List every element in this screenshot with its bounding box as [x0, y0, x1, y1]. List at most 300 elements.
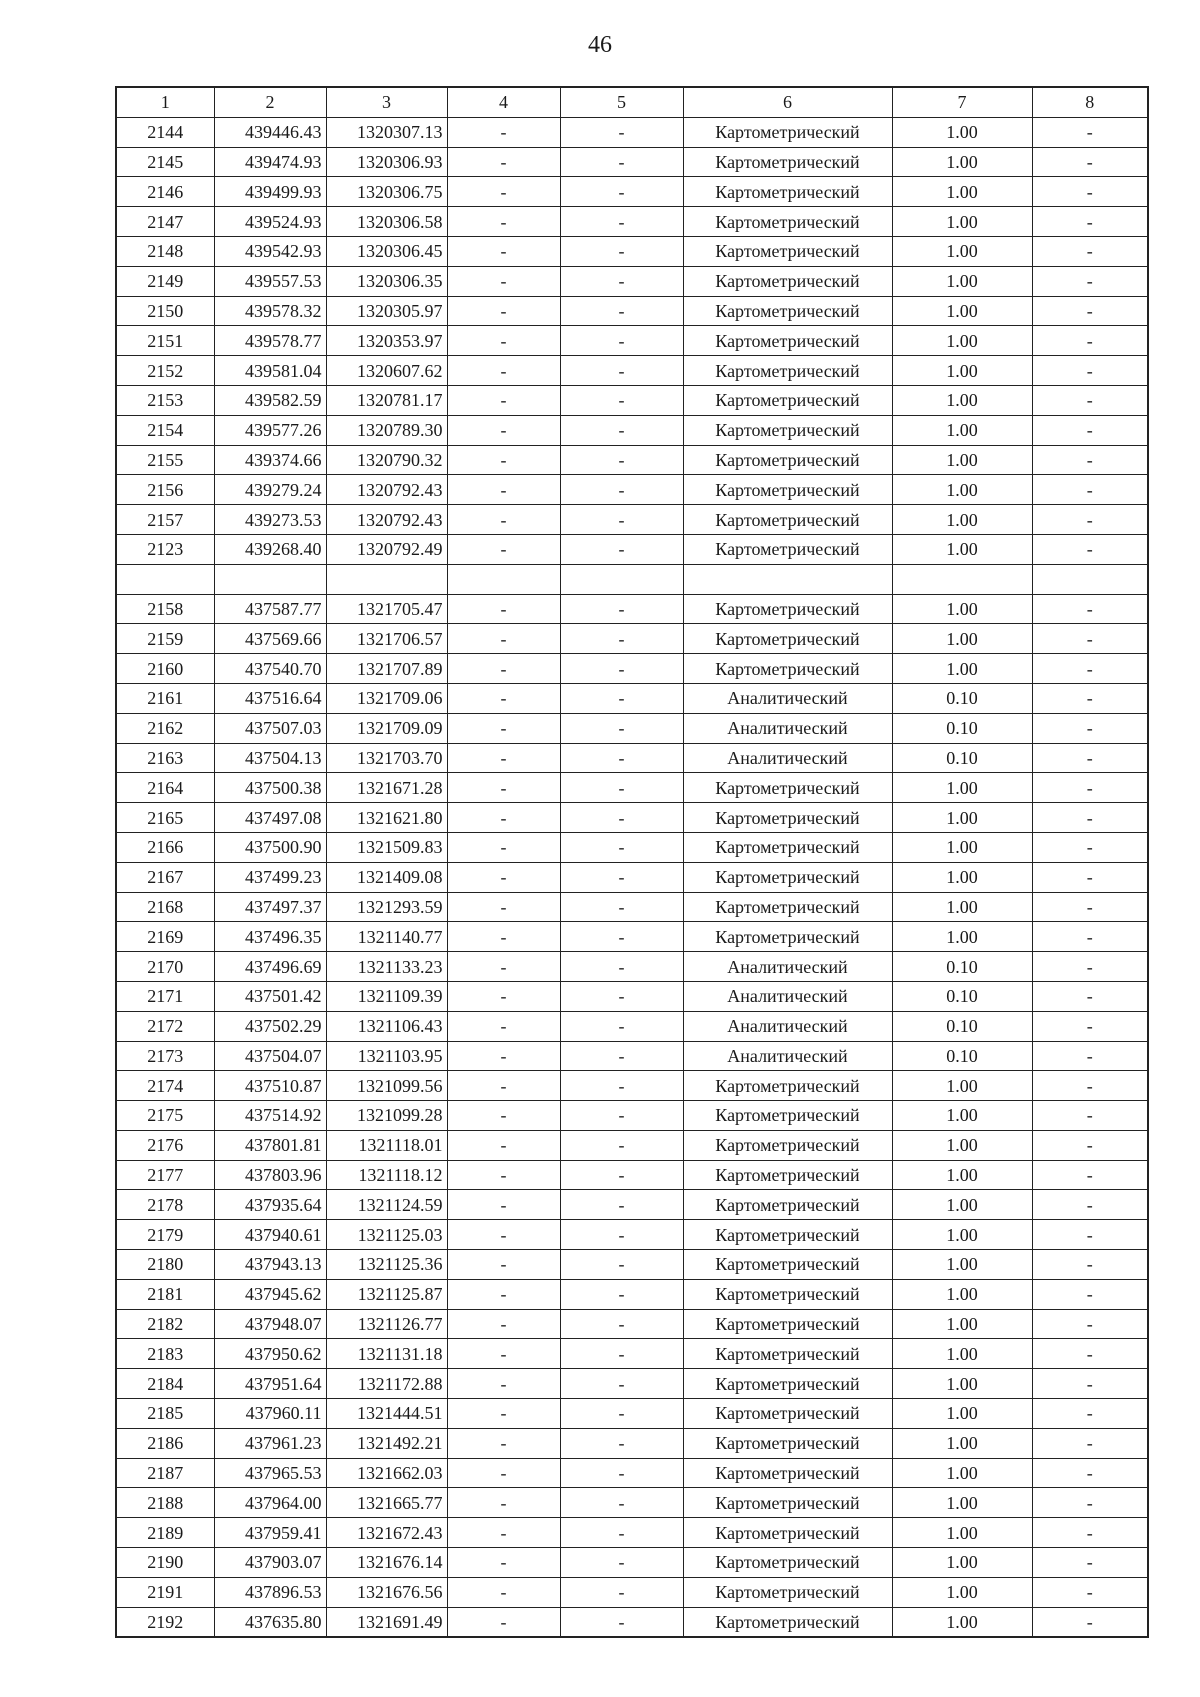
- table-cell-col-7: 1.00: [892, 177, 1032, 207]
- table-cell-col-5: -: [560, 1130, 683, 1160]
- table-cell-col-8: -: [1032, 236, 1148, 266]
- table-cell-col-2: 437504.07: [214, 1041, 326, 1071]
- column-header-7: 7: [892, 87, 1032, 117]
- table-cell-col-5: -: [560, 654, 683, 684]
- table-cell-col-5: -: [560, 415, 683, 445]
- table-row: [116, 1548, 1148, 1578]
- table-cell-col-3: 1321409.08: [326, 862, 447, 892]
- table-cell-col-7: 1.00: [892, 832, 1032, 862]
- table-row: [116, 445, 1148, 475]
- table-cell-col-6: Картометрический: [683, 296, 892, 326]
- table-cell-col-1: 2167: [116, 862, 214, 892]
- table-cell-col-3: 1321705.47: [326, 594, 447, 624]
- table-cell-col-1: 2147: [116, 207, 214, 237]
- table-cell-col-5: -: [560, 1071, 683, 1101]
- table-cell-col-3: 1321665.77: [326, 1488, 447, 1518]
- table-cell-col-2: 437801.81: [214, 1130, 326, 1160]
- table-cell-col-1: 2153: [116, 385, 214, 415]
- table-cell-col-3: 1320792.49: [326, 534, 447, 564]
- table-cell-col-6: Картометрический: [683, 1577, 892, 1607]
- table-cell-col-4: -: [447, 892, 560, 922]
- table-cell-col-1: 2183: [116, 1339, 214, 1369]
- table-cell-col-4: -: [447, 862, 560, 892]
- table-cell-col-2: 437516.64: [214, 683, 326, 713]
- table-cell-col-6: Аналитический: [683, 683, 892, 713]
- table-cell-col-7: [892, 564, 1032, 594]
- table-cell-col-8: [1032, 564, 1148, 594]
- table-row: [116, 743, 1148, 773]
- table-cell-col-6: Картометрический: [683, 415, 892, 445]
- table-cell-col-2: 437903.07: [214, 1548, 326, 1578]
- table-row: [116, 356, 1148, 386]
- table-cell-col-6: Картометрический: [683, 1369, 892, 1399]
- table-cell-col-2: 437497.37: [214, 892, 326, 922]
- table-cell-col-5: -: [560, 1577, 683, 1607]
- table-cell-col-5: -: [560, 832, 683, 862]
- table-cell-col-3: 1320306.93: [326, 147, 447, 177]
- table-cell-col-6: Картометрический: [683, 147, 892, 177]
- table-cell-col-5: -: [560, 683, 683, 713]
- table-cell-col-1: 2149: [116, 266, 214, 296]
- table-cell-col-5: -: [560, 1607, 683, 1637]
- table-cell-col-1: 2159: [116, 624, 214, 654]
- table-cell-col-3: 1321103.95: [326, 1041, 447, 1071]
- table-cell-col-8: -: [1032, 1339, 1148, 1369]
- table-cell-col-2: 437951.64: [214, 1369, 326, 1399]
- table-row: [116, 952, 1148, 982]
- table-cell-col-4: -: [447, 981, 560, 1011]
- table-cell-col-8: -: [1032, 1518, 1148, 1548]
- table-row: [116, 177, 1148, 207]
- table-cell-col-7: 1.00: [892, 803, 1032, 833]
- table-cell-col-5: -: [560, 177, 683, 207]
- table-cell-col-8: -: [1032, 177, 1148, 207]
- table-cell-col-5: -: [560, 1250, 683, 1280]
- table-cell-col-7: 0.10: [892, 981, 1032, 1011]
- table-cell-col-8: -: [1032, 326, 1148, 356]
- table-cell-col-6: Картометрический: [683, 1488, 892, 1518]
- table-cell-col-8: -: [1032, 683, 1148, 713]
- table-cell-col-3: 1321109.39: [326, 981, 447, 1011]
- table-cell-col-3: 1321662.03: [326, 1458, 447, 1488]
- table-cell-col-6: Картометрический: [683, 624, 892, 654]
- table-cell-col-2: 437496.69: [214, 952, 326, 982]
- table-cell-col-2: 437540.70: [214, 654, 326, 684]
- table-cell-col-2: 437940.61: [214, 1220, 326, 1250]
- table-cell-col-3: 1320306.45: [326, 236, 447, 266]
- table-cell-col-7: 1.00: [892, 296, 1032, 326]
- table-row: [116, 892, 1148, 922]
- table-cell-col-8: -: [1032, 385, 1148, 415]
- table-cell-col-7: 1.00: [892, 654, 1032, 684]
- table-cell-col-2: 437635.80: [214, 1607, 326, 1637]
- table-cell-col-2: 437896.53: [214, 1577, 326, 1607]
- table-cell-col-2: 439578.32: [214, 296, 326, 326]
- table-cell-col-4: -: [447, 236, 560, 266]
- table-cell-col-5: -: [560, 1488, 683, 1518]
- table-cell-col-2: 439578.77: [214, 326, 326, 356]
- table-cell-col-5: -: [560, 952, 683, 982]
- table-cell-col-1: 2192: [116, 1607, 214, 1637]
- table-cell-col-1: 2158: [116, 594, 214, 624]
- table-cell-col-1: 2152: [116, 356, 214, 386]
- table-cell-col-4: -: [447, 505, 560, 535]
- table-cell-col-4: -: [447, 1428, 560, 1458]
- table-cell-col-1: 2172: [116, 1011, 214, 1041]
- table-cell-col-7: 1.00: [892, 534, 1032, 564]
- table-cell-col-3: 1320792.43: [326, 475, 447, 505]
- column-header-2: 2: [214, 87, 326, 117]
- table-cell-col-3: 1321671.28: [326, 773, 447, 803]
- table-cell-col-2: 439542.93: [214, 236, 326, 266]
- table-cell-col-7: 1.00: [892, 1458, 1032, 1488]
- table-cell-col-3: 1320781.17: [326, 385, 447, 415]
- table-cell-col-2: 437587.77: [214, 594, 326, 624]
- table-cell-col-6: Картометрический: [683, 1190, 892, 1220]
- table-cell-col-7: 1.00: [892, 1160, 1032, 1190]
- table-cell-col-8: -: [1032, 1011, 1148, 1041]
- table-cell-col-8: -: [1032, 207, 1148, 237]
- table-row: [116, 534, 1148, 564]
- table-cell-col-6: Картометрический: [683, 534, 892, 564]
- table-cell-col-1: 2148: [116, 236, 214, 266]
- table-cell-col-6: Аналитический: [683, 981, 892, 1011]
- table-cell-col-5: -: [560, 1011, 683, 1041]
- table-cell-col-2: 437500.38: [214, 773, 326, 803]
- table-cell-col-1: 2170: [116, 952, 214, 982]
- table-cell-col-3: 1321509.83: [326, 832, 447, 862]
- table-cell-col-4: -: [447, 117, 560, 147]
- table-cell-col-6: Картометрический: [683, 862, 892, 892]
- table-cell-col-6: Картометрический: [683, 773, 892, 803]
- table-cell-col-4: -: [447, 594, 560, 624]
- table-cell-col-3: 1321140.77: [326, 922, 447, 952]
- table-header-row: [116, 87, 1148, 117]
- table-cell-col-4: -: [447, 832, 560, 862]
- table-cell-col-3: 1320306.58: [326, 207, 447, 237]
- table-cell-col-7: 1.00: [892, 922, 1032, 952]
- table-cell-col-5: -: [560, 1101, 683, 1131]
- table-cell-col-3: 1321106.43: [326, 1011, 447, 1041]
- table-cell-col-5: -: [560, 1220, 683, 1250]
- table-row: [116, 1279, 1148, 1309]
- table-cell-col-1: 2166: [116, 832, 214, 862]
- table-cell-col-2: 437959.41: [214, 1518, 326, 1548]
- table-cell-col-6: Картометрический: [683, 1250, 892, 1280]
- table-cell-col-3: 1321118.01: [326, 1130, 447, 1160]
- table-cell-col-7: 1.00: [892, 266, 1032, 296]
- table-cell-col-6: Картометрический: [683, 475, 892, 505]
- table-cell-col-5: -: [560, 1548, 683, 1578]
- table-cell-col-6: Картометрический: [683, 356, 892, 386]
- table-cell-col-5: -: [560, 1160, 683, 1190]
- table-cell-col-3: 1321099.56: [326, 1071, 447, 1101]
- table-cell-col-8: -: [1032, 624, 1148, 654]
- table-cell-col-6: Картометрический: [683, 1130, 892, 1160]
- table-cell-col-7: 1.00: [892, 415, 1032, 445]
- table-cell-col-4: -: [447, 445, 560, 475]
- table-cell-col-8: -: [1032, 505, 1148, 535]
- table-cell-col-8: -: [1032, 1488, 1148, 1518]
- column-header-3: 3: [326, 87, 447, 117]
- table-row: [116, 415, 1148, 445]
- table-cell-col-5: -: [560, 326, 683, 356]
- table-cell-col-7: 1.00: [892, 862, 1032, 892]
- table-cell-col-4: [447, 564, 560, 594]
- table-cell-col-6: Картометрический: [683, 117, 892, 147]
- table-cell-col-2: 437507.03: [214, 713, 326, 743]
- table-cell-col-8: -: [1032, 1607, 1148, 1637]
- table-cell-col-5: -: [560, 296, 683, 326]
- table-cell-col-2: 437496.35: [214, 922, 326, 952]
- table-cell-col-4: -: [447, 1190, 560, 1220]
- table-cell-col-6: Картометрический: [683, 177, 892, 207]
- table-cell-col-7: 1.00: [892, 147, 1032, 177]
- table-cell-col-4: -: [447, 534, 560, 564]
- table-cell-col-6: Картометрический: [683, 1220, 892, 1250]
- table-cell-col-5: -: [560, 1428, 683, 1458]
- table-cell-col-1: 2176: [116, 1130, 214, 1160]
- table-cell-col-7: 1.00: [892, 773, 1032, 803]
- table-row: [116, 266, 1148, 296]
- table-cell-col-5: -: [560, 624, 683, 654]
- table-cell-col-4: -: [447, 624, 560, 654]
- table-cell-col-7: 1.00: [892, 236, 1032, 266]
- table-row: [116, 862, 1148, 892]
- table-cell-col-2: [214, 564, 326, 594]
- table-cell-col-2: 439582.59: [214, 385, 326, 415]
- table-row: [116, 1101, 1148, 1131]
- table-cell-col-4: -: [447, 1279, 560, 1309]
- column-header-8: 8: [1032, 87, 1148, 117]
- table-cell-col-8: -: [1032, 981, 1148, 1011]
- table-cell-col-1: [116, 564, 214, 594]
- table-cell-col-7: 0.10: [892, 743, 1032, 773]
- table-cell-col-6: Картометрический: [683, 236, 892, 266]
- table-cell-col-2: 437803.96: [214, 1160, 326, 1190]
- table-cell-col-8: -: [1032, 1071, 1148, 1101]
- table-cell-col-2: 439268.40: [214, 534, 326, 564]
- table-cell-col-1: 2144: [116, 117, 214, 147]
- table-row: [116, 1250, 1148, 1280]
- table-cell-col-5: -: [560, 803, 683, 833]
- table-cell-col-7: 1.00: [892, 1339, 1032, 1369]
- table-cell-col-1: 2181: [116, 1279, 214, 1309]
- table-cell-col-2: 439581.04: [214, 356, 326, 386]
- table-row: [116, 385, 1148, 415]
- table-cell-col-4: -: [447, 1250, 560, 1280]
- table-cell-col-2: 437961.23: [214, 1428, 326, 1458]
- table-cell-col-2: 439273.53: [214, 505, 326, 535]
- table-cell-col-1: 2165: [116, 803, 214, 833]
- table-cell-col-7: 1.00: [892, 1399, 1032, 1429]
- table-cell-col-8: -: [1032, 594, 1148, 624]
- table-cell-col-6: Картометрический: [683, 266, 892, 296]
- table-cell-col-5: -: [560, 594, 683, 624]
- table-cell-col-7: 1.00: [892, 1130, 1032, 1160]
- table-cell-col-8: -: [1032, 1190, 1148, 1220]
- table-cell-col-4: -: [447, 1160, 560, 1190]
- table-cell-col-3: 1321676.14: [326, 1548, 447, 1578]
- table-cell-col-2: 437960.11: [214, 1399, 326, 1429]
- table-cell-col-8: -: [1032, 296, 1148, 326]
- table-cell-col-3: 1321676.56: [326, 1577, 447, 1607]
- table-cell-col-6: Картометрический: [683, 1607, 892, 1637]
- table-cell-col-3: 1321118.12: [326, 1160, 447, 1190]
- table-cell-col-6: Картометрический: [683, 1071, 892, 1101]
- table-cell-col-8: -: [1032, 773, 1148, 803]
- table-cell-col-2: 437943.13: [214, 1250, 326, 1280]
- table-cell-col-6: Картометрический: [683, 1279, 892, 1309]
- table-cell-col-4: -: [447, 683, 560, 713]
- table-cell-col-3: 1321126.77: [326, 1309, 447, 1339]
- table-cell-col-2: 437510.87: [214, 1071, 326, 1101]
- table-row: [116, 1041, 1148, 1071]
- table-cell-col-7: 1.00: [892, 1220, 1032, 1250]
- table-cell-col-8: -: [1032, 1369, 1148, 1399]
- table-cell-col-1: 2154: [116, 415, 214, 445]
- table-cell-col-6: Картометрический: [683, 1548, 892, 1578]
- table-cell-col-4: -: [447, 1011, 560, 1041]
- table-row: [116, 803, 1148, 833]
- table-cell-col-3: 1321444.51: [326, 1399, 447, 1429]
- table-cell-col-6: Картометрический: [683, 1518, 892, 1548]
- table-cell-col-1: 2191: [116, 1577, 214, 1607]
- table-cell-col-8: -: [1032, 654, 1148, 684]
- table-cell-col-5: -: [560, 1190, 683, 1220]
- table-cell-col-6: Аналитический: [683, 1011, 892, 1041]
- table-cell-col-1: 2187: [116, 1458, 214, 1488]
- table-cell-col-5: -: [560, 1399, 683, 1429]
- table-cell-col-5: -: [560, 1369, 683, 1399]
- table-cell-col-1: 2156: [116, 475, 214, 505]
- table-cell-col-2: 437504.13: [214, 743, 326, 773]
- table-cell-col-6: Картометрический: [683, 922, 892, 952]
- table-cell-col-1: 2155: [116, 445, 214, 475]
- table-cell-col-3: 1320353.97: [326, 326, 447, 356]
- table-cell-col-1: 2151: [116, 326, 214, 356]
- table-cell-col-1: 2184: [116, 1369, 214, 1399]
- table-cell-col-4: -: [447, 356, 560, 386]
- table-cell-col-8: -: [1032, 803, 1148, 833]
- column-header-4: 4: [447, 87, 560, 117]
- table-cell-col-4: -: [447, 1399, 560, 1429]
- table-cell-col-6: Аналитический: [683, 713, 892, 743]
- table-cell-col-3: 1321709.06: [326, 683, 447, 713]
- table-cell-col-8: -: [1032, 147, 1148, 177]
- table-cell-col-4: -: [447, 1577, 560, 1607]
- table-cell-col-7: 1.00: [892, 505, 1032, 535]
- table-cell-col-3: 1320792.43: [326, 505, 447, 535]
- table-cell-col-8: -: [1032, 743, 1148, 773]
- table-cell-col-7: 1.00: [892, 356, 1032, 386]
- table-cell-col-3: 1320790.32: [326, 445, 447, 475]
- table-cell-col-4: -: [447, 1309, 560, 1339]
- table-cell-col-2: 437500.90: [214, 832, 326, 862]
- table-cell-col-5: -: [560, 505, 683, 535]
- table-cell-col-4: -: [447, 147, 560, 177]
- table-cell-col-2: 439446.43: [214, 117, 326, 147]
- table-cell-col-4: -: [447, 326, 560, 356]
- table-cell-col-3: 1320306.35: [326, 266, 447, 296]
- table-cell-col-3: 1321691.49: [326, 1607, 447, 1637]
- table-cell-col-3: 1321131.18: [326, 1339, 447, 1369]
- table-row: [116, 1339, 1148, 1369]
- table-cell-col-5: -: [560, 1309, 683, 1339]
- table-cell-col-4: -: [447, 1488, 560, 1518]
- table-row: [116, 207, 1148, 237]
- table-cell-col-3: [326, 564, 447, 594]
- table-row: [116, 832, 1148, 862]
- table-cell-col-4: -: [447, 1130, 560, 1160]
- table-cell-col-4: -: [447, 922, 560, 952]
- table-cell-col-5: -: [560, 356, 683, 386]
- table-cell-col-6: Картометрический: [683, 385, 892, 415]
- table-cell-col-3: 1321133.23: [326, 952, 447, 982]
- table-cell-col-5: -: [560, 1458, 683, 1488]
- table-cell-col-7: 0.10: [892, 683, 1032, 713]
- table-cell-col-6: Аналитический: [683, 743, 892, 773]
- table-cell-col-5: -: [560, 475, 683, 505]
- table-cell-col-3: 1321709.09: [326, 713, 447, 743]
- table-cell-col-4: -: [447, 1607, 560, 1637]
- table-cell-col-4: -: [447, 1369, 560, 1399]
- table-cell-col-4: -: [447, 654, 560, 684]
- table-row: [116, 1577, 1148, 1607]
- table-cell-col-7: 1.00: [892, 1071, 1032, 1101]
- table-cell-col-3: 1321293.59: [326, 892, 447, 922]
- table-cell-col-8: -: [1032, 1309, 1148, 1339]
- table-cell-col-4: -: [447, 1101, 560, 1131]
- table-cell-col-2: 439374.66: [214, 445, 326, 475]
- table-cell-col-5: -: [560, 117, 683, 147]
- coordinates-table: [115, 86, 1149, 1638]
- table-cell-col-4: -: [447, 475, 560, 505]
- table-cell-col-5: [560, 564, 683, 594]
- table-cell-col-1: 2178: [116, 1190, 214, 1220]
- table-cell-col-6: Картометрический: [683, 1399, 892, 1429]
- table-cell-col-3: 1321099.28: [326, 1101, 447, 1131]
- table-cell-col-3: 1321172.88: [326, 1369, 447, 1399]
- table-cell-col-5: -: [560, 892, 683, 922]
- table-cell-col-8: -: [1032, 892, 1148, 922]
- table-cell-col-5: -: [560, 236, 683, 266]
- table-cell-col-4: -: [447, 713, 560, 743]
- table-row: [116, 1458, 1148, 1488]
- table-cell-col-8: -: [1032, 475, 1148, 505]
- table-cell-col-8: -: [1032, 1279, 1148, 1309]
- table-cell-col-6: Картометрический: [683, 1160, 892, 1190]
- table-cell-col-6: Картометрический: [683, 594, 892, 624]
- table-cell-col-6: Картометрический: [683, 1101, 892, 1131]
- table-cell-col-6: Картометрический: [683, 654, 892, 684]
- table-cell-col-8: -: [1032, 862, 1148, 892]
- table-cell-col-3: 1321492.21: [326, 1428, 447, 1458]
- table-cell-col-8: -: [1032, 1041, 1148, 1071]
- table-cell-col-1: 2175: [116, 1101, 214, 1131]
- table-cell-col-5: -: [560, 981, 683, 1011]
- table-cell-col-1: 2179: [116, 1220, 214, 1250]
- table-cell-col-8: -: [1032, 1458, 1148, 1488]
- table-row: [116, 683, 1148, 713]
- table-cell-col-4: -: [447, 207, 560, 237]
- table-cell-col-2: 437950.62: [214, 1339, 326, 1369]
- table-cell-col-3: 1321621.80: [326, 803, 447, 833]
- table-cell-col-2: 437499.23: [214, 862, 326, 892]
- table-cell-col-2: 437502.29: [214, 1011, 326, 1041]
- table-cell-col-7: 1.00: [892, 1309, 1032, 1339]
- table-cell-col-1: 2160: [116, 654, 214, 684]
